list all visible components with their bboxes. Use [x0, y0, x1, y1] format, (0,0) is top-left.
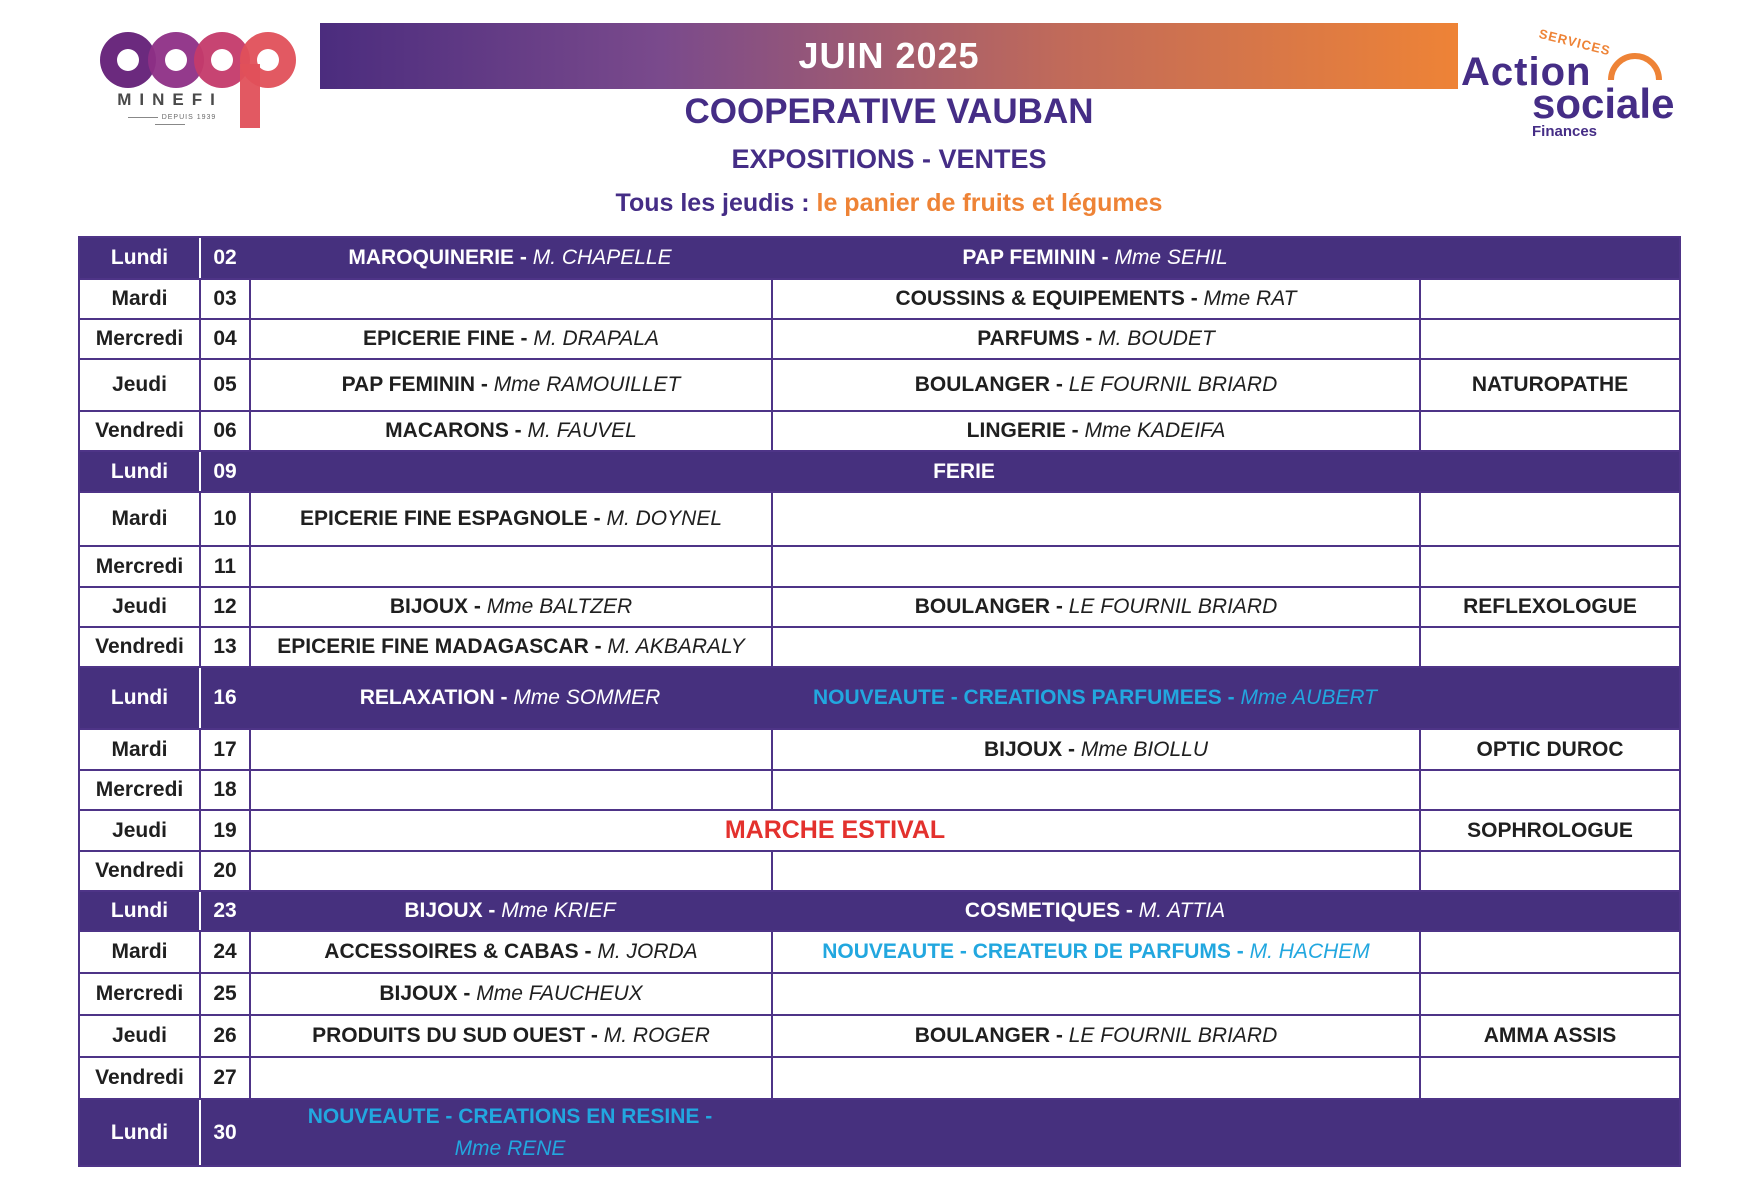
- slot-c-cell: [1419, 974, 1679, 1014]
- day-cell: Mercredi: [95, 327, 184, 350]
- slot-c-cell: [1419, 892, 1679, 930]
- slot-a-cell: [249, 588, 771, 626]
- slot-a-cell: [249, 628, 771, 666]
- exhibitor-name: M. FAUVEL: [527, 419, 637, 442]
- day-cell: Mercredi: [95, 982, 184, 1005]
- table-row: [80, 930, 1679, 972]
- slot-c-cell: [1419, 238, 1679, 278]
- weekly-note-prefix: Tous les jeudis :: [615, 189, 810, 217]
- slot-a-cell: [249, 730, 771, 769]
- day-cell: Jeudi: [112, 373, 167, 396]
- slot-c-cell: AMMA ASSIS: [1419, 1016, 1679, 1056]
- date-cell: 04: [199, 320, 249, 358]
- date-cell: 26: [199, 1016, 249, 1056]
- exhibitor-name: Mme BIOLLU: [1080, 737, 1209, 761]
- slot-c-cell: [1419, 493, 1679, 545]
- exhibitor-name: Mme FAUCHEUX: [476, 982, 643, 1005]
- date-cell: 20: [199, 852, 249, 890]
- table-row: [80, 491, 1679, 545]
- exhibitor-category: EPICERIE FINE ESPAGNOLE -: [299, 507, 601, 530]
- exhibitor-name: Mme RENE: [454, 1136, 566, 1160]
- exhibitor-category: MAROQUINERIE -: [348, 246, 527, 269]
- slot-a-cell: [249, 892, 771, 930]
- exhibitor-name: Mme AUBERT: [1240, 686, 1377, 709]
- table-row: [80, 626, 1679, 666]
- exhibitor-name: M. ATTIA: [1138, 899, 1226, 922]
- schedule-table: [78, 236, 1681, 1167]
- slot-b-cell: [771, 493, 1419, 545]
- date-cell: 11: [199, 547, 249, 586]
- exhibitor-category: PARFUMS -: [977, 327, 1093, 350]
- exhibitor-name: M. DRAPALA: [533, 327, 660, 350]
- coop-minefi-logo: [98, 24, 306, 134]
- slot-a-cell: [249, 1016, 771, 1056]
- table-row: [80, 410, 1679, 450]
- exhibitor-category: COSMETIQUES -: [964, 899, 1133, 922]
- day-cell: Vendredi: [95, 859, 184, 882]
- exhibitor-name: Mme BALTZER: [486, 595, 633, 618]
- exhibitor-category: PAP FEMININ -: [341, 373, 488, 396]
- exhibitor-category: NOUVEAUTE - CREATIONS EN RESINE -: [307, 1104, 713, 1128]
- exhibitor-name: LE FOURNIL BRIARD: [1068, 373, 1278, 396]
- table-row: [80, 728, 1679, 769]
- slot-a-cell: [249, 280, 771, 318]
- slot-b-cell: [771, 628, 1419, 666]
- date-cell: 02: [199, 238, 249, 278]
- exhibitor-category: BIJOUX -: [389, 595, 481, 618]
- weekly-note: [320, 189, 1458, 218]
- date-cell: 06: [199, 412, 249, 450]
- weekly-note-highlight: le panier de fruits et légumes: [816, 189, 1163, 217]
- exhibitor-category: BOULANGER -: [914, 1024, 1063, 1047]
- exhibitor-name: LE FOURNIL BRIARD: [1068, 1024, 1278, 1047]
- exhibitor-category: ACCESSOIRES & CABAS -: [324, 940, 592, 963]
- exhibitor-name: M. AKBARALY: [607, 635, 745, 658]
- action-logo-sociale: sociale: [1532, 80, 1675, 127]
- slot-b-cell: [771, 892, 1419, 930]
- slot-b-cell: [771, 238, 1419, 278]
- day-cell: Mardi: [111, 940, 168, 963]
- slot-b-cell: [771, 588, 1419, 626]
- exhibitor-name: Mme SOMMER: [513, 686, 661, 709]
- slot-c-cell: [1419, 668, 1679, 728]
- event-cell: MARCHE ESTIVAL: [249, 811, 1419, 850]
- date-cell: 03: [199, 280, 249, 318]
- action-logo-services: SERVICES: [1537, 26, 1613, 59]
- date-cell: 05: [199, 360, 249, 410]
- slot-a-cell: [249, 320, 771, 358]
- day-cell: Vendredi: [95, 635, 184, 658]
- slot-a-cell: [249, 1100, 771, 1165]
- exhibitor-name: Mme SEHIL: [1114, 246, 1228, 269]
- table-row: [80, 545, 1679, 586]
- exhibitor-category: COUSSINS & EQUIPEMENTS -: [895, 287, 1198, 310]
- day-cell: Mardi: [111, 507, 168, 530]
- exhibitor-category: BOULANGER -: [914, 373, 1063, 396]
- date-cell: 27: [199, 1058, 249, 1098]
- slot-c-cell: SOPHROLOGUE: [1419, 811, 1679, 850]
- slot-b-cell: [771, 1016, 1419, 1056]
- day-cell: Mercredi: [95, 778, 184, 801]
- day-cell: Mardi: [111, 737, 168, 761]
- table-row: [80, 666, 1679, 728]
- exhibitor-category: EPICERIE FINE -: [362, 327, 528, 350]
- exhibitor-name: Mme KADEIFA: [1084, 419, 1226, 442]
- action-sociale-logo: [1457, 24, 1679, 140]
- exhibitor-name: M. ROGER: [603, 1024, 710, 1047]
- exhibitor-category: NOUVEAUTE - CREATIONS PARFUMEES -: [813, 686, 1235, 709]
- table-row: [80, 278, 1679, 318]
- slot-a-cell: [249, 668, 771, 728]
- day-cell: Lundi: [110, 899, 169, 922]
- table-row: [80, 1098, 1679, 1165]
- holiday-cell: FERIE: [933, 459, 995, 483]
- date-cell: 17: [199, 730, 249, 769]
- exhibitor-category: MACARONS -: [385, 419, 522, 442]
- day-cell: Jeudi: [112, 595, 167, 618]
- exhibitor-name: Mme RAMOUILLET: [493, 373, 681, 396]
- slot-b-cell: [771, 412, 1419, 450]
- coop-logo-since: DEPUIS 1939: [110, 114, 230, 128]
- table-row: [80, 1014, 1679, 1056]
- day-cell: Lundi: [110, 246, 169, 269]
- exhibitor-category: RELAXATION -: [359, 686, 508, 709]
- exhibitor-category: LINGERIE -: [966, 419, 1079, 442]
- table-row: [80, 850, 1679, 890]
- date-cell: 24: [199, 932, 249, 972]
- day-cell: Jeudi: [112, 1024, 167, 1047]
- exhibitor-name: M. JORDA: [597, 940, 698, 963]
- slot-b-cell: [771, 280, 1419, 318]
- table-row: [80, 318, 1679, 358]
- slot-a-cell: [249, 1058, 771, 1098]
- slot-b-cell: [771, 730, 1419, 769]
- table-row: [80, 450, 1679, 491]
- slot-a-cell: [249, 360, 771, 410]
- date-cell: 30: [199, 1100, 249, 1165]
- table-row: [80, 972, 1679, 1014]
- date-cell: 16: [199, 668, 249, 728]
- exhibitor-category: NOUVEAUTE - CREATEUR DE PARFUMS -: [822, 940, 1244, 963]
- slot-a-cell: [249, 238, 771, 278]
- date-cell: 13: [199, 628, 249, 666]
- day-cell: Lundi: [110, 686, 169, 709]
- table-row: [80, 358, 1679, 410]
- day-cell: Vendredi: [95, 1066, 184, 1089]
- slot-c-cell: OPTIC DUROC: [1419, 730, 1679, 769]
- date-cell: 25: [199, 974, 249, 1014]
- exhibitor-name: LE FOURNIL BRIARD: [1068, 595, 1278, 618]
- day-cell: Lundi: [110, 1120, 169, 1144]
- slot-b-cell: [771, 320, 1419, 358]
- table-row: [80, 586, 1679, 626]
- exhibitor-category: BIJOUX -: [404, 899, 496, 922]
- date-cell: 23: [199, 892, 249, 930]
- exhibitor-name: M. HACHEM: [1249, 940, 1370, 963]
- slot-a-cell: [249, 974, 771, 1014]
- exhibitor-category: EPICERIE FINE MADAGASCAR -: [277, 635, 602, 658]
- slot-b-cell: [771, 668, 1419, 728]
- exhibitor-name: M. CHAPELLE: [532, 246, 672, 269]
- month-banner: [320, 23, 1458, 89]
- table-row: [80, 890, 1679, 930]
- exhibitor-name: Mme RAT: [1203, 287, 1297, 310]
- slot-b-cell: [771, 852, 1419, 890]
- exhibitor-category: PAP FEMININ -: [962, 246, 1109, 269]
- slot-a-cell: [249, 412, 771, 450]
- slot-c-cell: REFLEXOLOGUE: [1419, 588, 1679, 626]
- exhibitor-name: M. BOUDET: [1098, 327, 1215, 350]
- slot-c-cell: [1419, 280, 1679, 318]
- exhibitor-category: PRODUITS DU SUD OUEST -: [312, 1024, 598, 1047]
- slot-a-cell: [249, 547, 771, 586]
- date-cell: 10: [199, 493, 249, 545]
- coop-logo-sub: MINEFI: [117, 90, 223, 109]
- action-logo-action: Action: [1461, 50, 1592, 94]
- slot-b-cell: [771, 1058, 1419, 1098]
- slot-b-cell: [771, 547, 1419, 586]
- slot-c-cell: [1419, 320, 1679, 358]
- date-cell: 12: [199, 588, 249, 626]
- month-banner-text: JUIN 2025: [798, 35, 980, 76]
- slot-c-cell: [1419, 628, 1679, 666]
- action-logo-finances: Finances: [1532, 123, 1598, 140]
- slot-c-cell: [1419, 932, 1679, 972]
- slot-c-cell: [1419, 412, 1679, 450]
- date-cell: 19: [199, 811, 249, 850]
- table-row: [80, 769, 1679, 809]
- day-cell: Mardi: [111, 287, 168, 310]
- slot-b-cell: [771, 974, 1419, 1014]
- slot-c-cell: [1419, 771, 1679, 809]
- exhibitor-category: BOULANGER -: [914, 595, 1063, 618]
- table-row: [80, 238, 1679, 278]
- day-cell: Lundi: [110, 459, 169, 483]
- slot-b-cell: [771, 360, 1419, 410]
- date-cell: 09: [199, 452, 249, 491]
- day-cell: Vendredi: [95, 419, 184, 442]
- slot-a-cell: [249, 852, 771, 890]
- slot-c-cell: NATUROPATHE: [1419, 360, 1679, 410]
- slot-c-cell: [1419, 547, 1679, 586]
- exhibitor-name: Mme KRIEF: [501, 899, 616, 922]
- date-cell: 18: [199, 771, 249, 809]
- page-title: COOPERATIVE VAUBAN: [684, 92, 1094, 131]
- slot-b-cell: [771, 932, 1419, 972]
- exhibitor-name: M. DOYNEL: [606, 507, 723, 530]
- table-row: [80, 809, 1679, 850]
- slot-c-cell: [1419, 1058, 1679, 1098]
- slot-a-cell: [249, 932, 771, 972]
- slot-b-cell: [771, 1100, 1679, 1165]
- slot-a-cell: [249, 493, 771, 545]
- exhibitor-category: BIJOUX -: [983, 737, 1075, 761]
- exhibitor-category: BIJOUX -: [379, 982, 471, 1005]
- slot-a-cell: [249, 771, 771, 809]
- day-cell: Jeudi: [112, 818, 167, 842]
- page-subtitle: EXPOSITIONS - VENTES: [731, 144, 1047, 174]
- slot-b-cell: [771, 771, 1419, 809]
- day-cell: Mercredi: [95, 554, 184, 578]
- slot-c-cell: [1419, 852, 1679, 890]
- table-row: [80, 1056, 1679, 1098]
